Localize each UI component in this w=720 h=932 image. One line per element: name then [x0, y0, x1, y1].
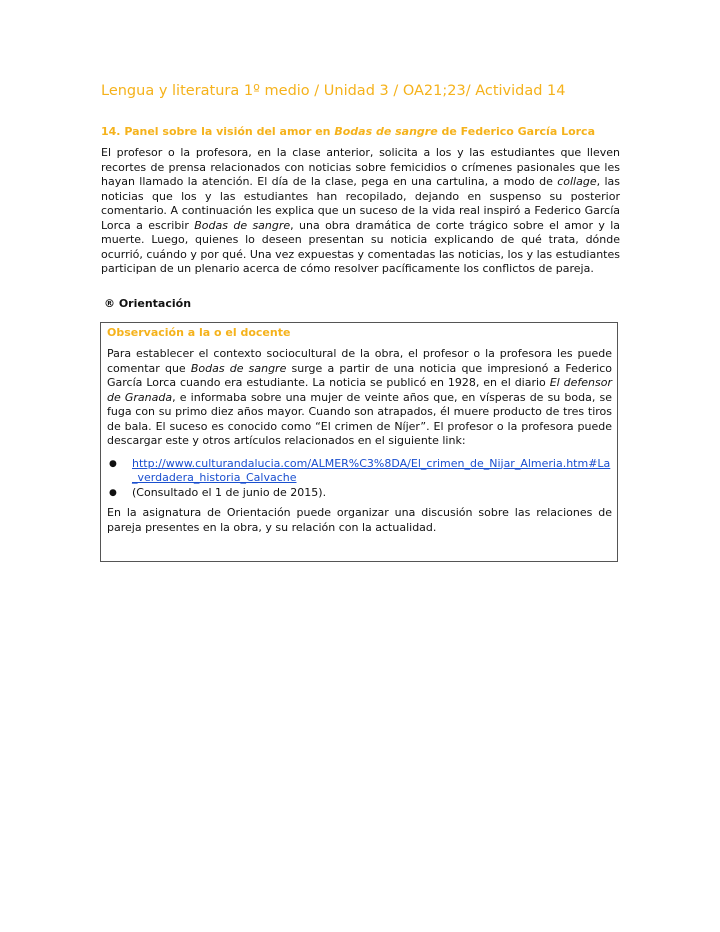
consulted-date: (Consultado el 1 de junio de 2015).	[132, 485, 327, 499]
list-item	[107, 457, 612, 486]
intro-work: Bodas de sangre	[194, 218, 291, 232]
teacher-note-title: Observación a la o el docente	[107, 326, 291, 339]
intro-part-1: El profesor o la profesora, en la clase anterior, solicita a los y las estudiantes que lleven recortes de prensa relacionados con noticias sobre femicidios o crímenes pasionales que les hayan llamado la atención. El día de la clase, pega en una cartulina, a modo de	[101, 146, 620, 188]
intro-part-3: , una obra dramática de corte trágico sobre el amor y la muerte. Luego, quienes lo deseen presentan su noticia explicando de qué trata, dónde ocurrió, cuándo y por qué. Una vez expuestas y comentadas las noticias, los y las estudiantes participan de un plenario acerca de cómo resolver pacíficamente los conflictos de pareja.	[101, 218, 620, 275]
teacher-note-closing: En la asignatura de Orientación puede organizar una discusión sobre las relaciones de pareja presentes en la obra, y su relación con la actualidad.	[107, 506, 612, 534]
activity-title-work: Bodas de sangre	[334, 125, 438, 138]
teacher-note-newspaper: El defensor de Granada	[107, 376, 612, 404]
bullet-icon: ●	[109, 487, 117, 498]
activity-title-prefix: 14. Panel sobre la visión del amor en	[101, 125, 335, 138]
reference-list	[107, 457, 612, 501]
activity-title	[101, 125, 595, 138]
intro-part-2: , las noticias que los y las estudiantes han recopilado, dejando en suspenso su posterior comentario. A continuación les explica que un suceso de la vida real inspiró a Federico García Lorca a escribir	[101, 175, 620, 232]
bullet-icon: ●	[109, 458, 117, 469]
teacher-note-work: Bodas de sangre	[190, 361, 287, 375]
article-link[interactable]: http://www.culturandalucia.com/ALMER%C3%8DA/El_crimen_de_Nijar_Almeria.htm#La_verdadera_historia_Calvache	[132, 456, 611, 484]
teacher-note-box	[100, 322, 618, 562]
activity-description	[101, 146, 620, 277]
list-item	[107, 486, 612, 501]
activity-title-suffix: de Federico García Lorca	[437, 125, 596, 138]
teacher-note-paragraph	[107, 347, 612, 449]
teacher-note-part-1: Para establecer el contexto sociocultural de la obra, el profesor o la profesora les puede comentar que	[107, 347, 612, 375]
intro-collage: collage	[557, 175, 597, 188]
page-header: Lengua y literatura 1º medio / Unidad 3 / OA21;23/ Actividad 14	[101, 83, 566, 99]
teacher-note-part-3: , e informaba sobre una mujer de veinte años que, en vísperas de su boda, se fuga con su primo diez años mayor. Cuando son atrapados, él muere producto de tres tiros de bala. El suceso es conocido como “El crimen de Níjer”. El profesor o la profesora puede descargar este y otros artículos relacionados en el siguiente link:	[107, 390, 612, 447]
teacher-note-part-2: surge a partir de una noticia que impresionó a Federico García Lorca cuando era estudiante. La noticia se publicó en 1928, en el diario	[107, 361, 612, 389]
orientation-label: ® Orientación	[104, 297, 192, 310]
